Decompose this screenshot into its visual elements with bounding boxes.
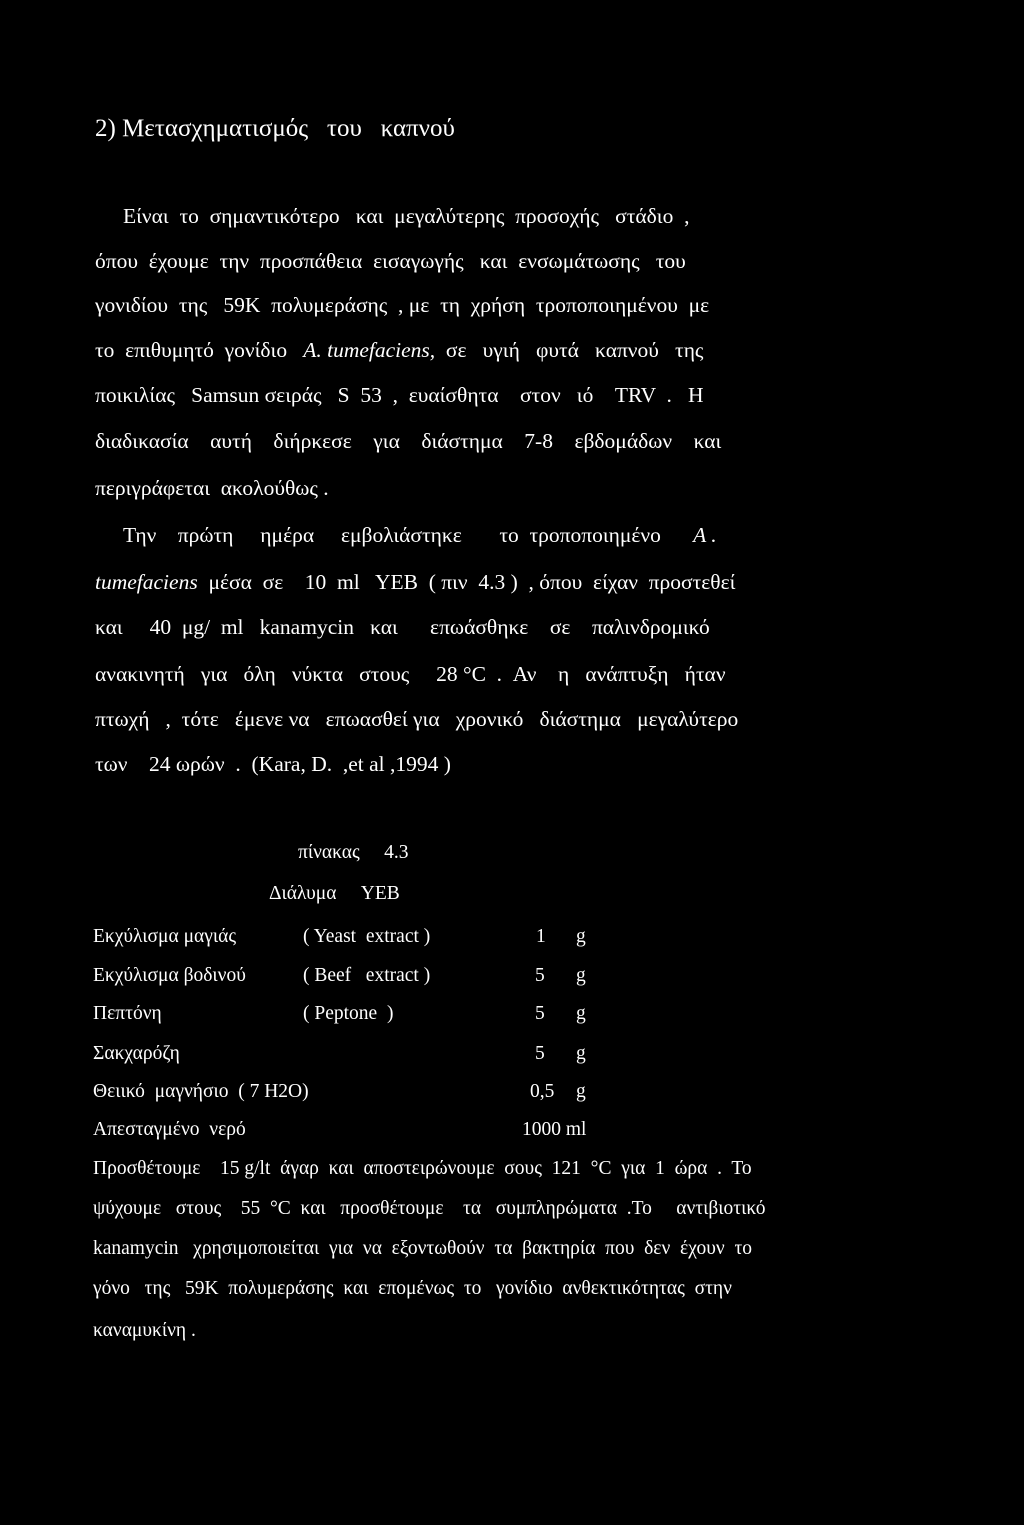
ingredient-name: Εκχύλισμα μαγιάς [93,926,237,947]
paragraph-1-line-7: περιγράφεται ακολούθως . [95,476,329,500]
ingredient-unit: g [576,1081,586,1102]
ingredient-qty: 5 [535,1003,545,1024]
paragraph-3-line-1: Προσθέτουμε 15 g/lt άγαρ και αποστειρώνουμε σους 121 °C για 1 ώρα . Το [93,1158,752,1179]
ingredient-qty: 0,5 [530,1081,555,1102]
paragraph-2-line-1 [123,525,717,547]
paragraph-2-line-3: και 40 μg/ ml kanamycin και επωάσθηκε σε παλινδρομικό [95,615,710,639]
species-abbrev: Α . [693,523,717,547]
paragraph-1-line-3: γονιδίου της 59K πολυμεράσης , με τη χρήση τροποποιημένου με [95,293,710,317]
paragraph-2-line-1a: Την πρώτη ημέρα εμβολιάστηκε το τροποποιημένο [123,523,694,547]
paragraph-1-line-5: ποικιλίας Samsun σειράς S 53 , ευαίσθητα στον ιό TRV . Η [95,383,704,407]
paragraph-3-line-4: γόνο της 59K πολυμεράσης και επομένως το γονίδιο ανθεκτικότητας στην [93,1278,732,1299]
paragraph-1-line-2: όπου έχουμε την προσπάθεια εισαγωγής και ενσωμάτωσης του [95,249,686,273]
paragraph-2-line-4: ανακινητή για όλη νύκτα στους 28 °C . Αν η ανάπτυξη ήταν [95,662,726,686]
ingredient-name: Απεσταγμένο νερό [93,1119,246,1140]
ingredient-qty: 5 [535,965,545,986]
paragraph-3-line-2: ψύχουμε στους 55 °C και προσθέτουμε τα συμπληρώματα .Το αντιβιοτικό [93,1198,766,1219]
ingredient-name: Σακχαρόζη [93,1043,180,1064]
section-heading: 2) Μετασχηματισμός του καπνού [95,115,455,142]
paragraph-1-line-1: Είναι το σημαντικότερο και μεγαλύτερης προσοχής στάδιο , [123,204,690,228]
species-name: A. tumefaciens, [303,338,436,362]
ingredient-english: ( Beef extract ) [303,965,431,986]
paragraph-2-line-2b: μέσα σε 10 ml YEB ( πιν 4.3 ) , όπου είχαν προστεθεί [197,570,736,594]
paragraph-2-line-5: πτωχή , τότε έμενε να επωασθεί για χρονικό διάστημα μεγαλύτερο [95,707,739,731]
ingredient-unit: g [576,1003,586,1024]
ingredient-qty: 1 [536,926,546,947]
paragraph-2-line-2 [95,572,735,594]
table-subtitle: Διάλυμα YEB [269,883,400,904]
paragraph-1-line-4 [95,340,703,362]
ingredient-qty: 1000 ml [522,1119,587,1140]
ingredient-name: Πεπτόνη [93,1003,162,1024]
ingredient-unit: g [576,965,586,986]
paragraph-1-line-4a: το επιθυμητό γονίδιο [95,338,304,362]
paragraph-3-line-3: kanamycin χρησιμοποιείται για να εξοντωθούν τα βακτηρία που δεν έχουν το [93,1238,753,1259]
paragraph-1-line-4b: σε υγιή φυτά καπνού της [435,338,704,362]
ingredient-qty: 5 [535,1043,545,1064]
paragraph-2-line-6: των 24 ωρών . (Kara, D. ,et al ,1994 ) [95,752,451,776]
ingredient-english: ( Yeast extract ) [303,926,431,947]
table-caption: πίνακας 4.3 [298,842,409,863]
ingredient-english: ( Peptone ) [303,1003,394,1024]
paragraph-1-line-6: διαδικασία αυτή διήρκεσε για διάστημα 7-8 εβδομάδων και [95,429,722,453]
species-epithet: tumefaciens [95,570,198,594]
ingredient-unit: g [576,926,586,947]
paragraph-3-line-5: καναμυκίνη . [93,1320,196,1341]
ingredient-unit: g [576,1043,586,1064]
ingredient-name: Θειικό μαγνήσιο ( 7 H2O) [93,1081,309,1102]
ingredient-name: Εκχύλισμα βοδινού [93,965,246,986]
